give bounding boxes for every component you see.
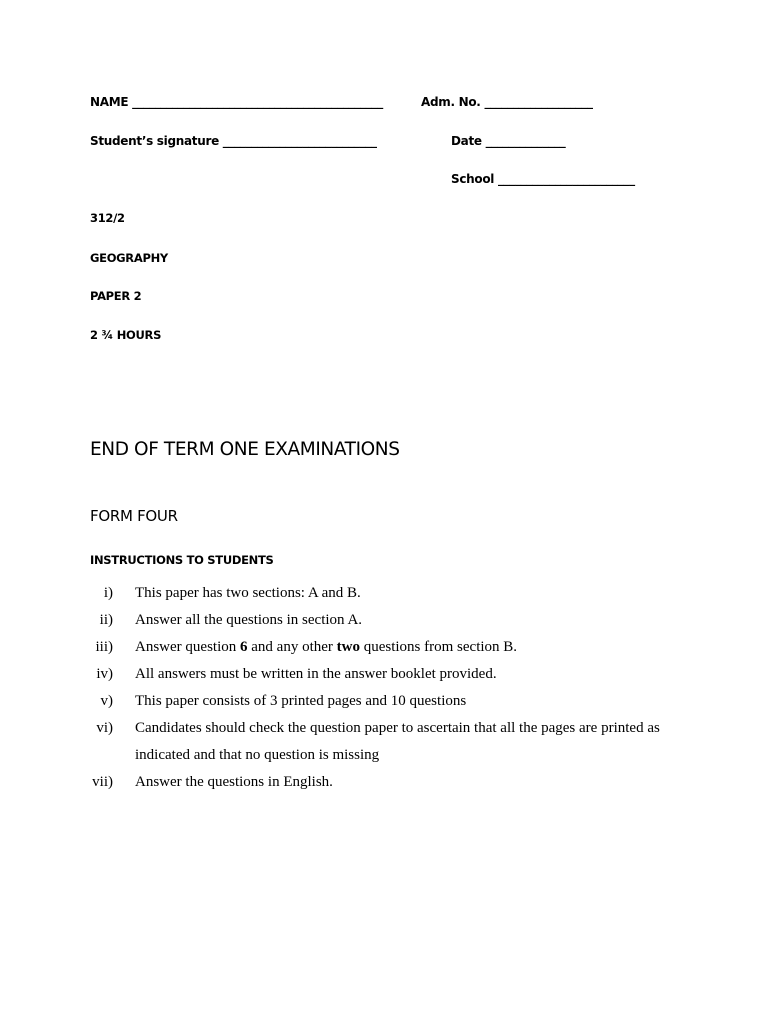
item-text: Answer the questions in English. [135, 774, 333, 790]
list-item [84, 634, 684, 661]
item-text: Candidates should check the question paper to ascertain that all the pages are printed as indicated and that no question is missing [135, 720, 660, 763]
list-item [84, 715, 684, 769]
exam-title: END OF TERM ONE EXAMINATIONS [90, 439, 400, 460]
item-text: This paper consists of 3 printed pages and 10 questions [135, 693, 467, 709]
item-text: All answers must be written in the answer booklet provided. [135, 666, 497, 682]
list-item [84, 769, 684, 796]
list-item [84, 607, 684, 634]
item-number: iii) [95, 639, 113, 655]
instructions-list [84, 580, 684, 796]
list-item [84, 661, 684, 688]
list-item [84, 688, 684, 715]
paper-subject: GEOGRAPHY [90, 251, 168, 265]
item-text [135, 634, 675, 661]
paper-code: 312/2 [90, 211, 125, 225]
item-text: This paper has two sections: A and B. [135, 585, 361, 601]
date-field: Date ______________ [451, 134, 566, 148]
item-text-part: questions from section B. [359, 639, 518, 655]
item-number: vii) [92, 774, 113, 790]
adm-no-field: Adm. No. ___________________ [421, 95, 593, 109]
paper-number: PAPER 2 [90, 289, 142, 303]
item-text-part: Answer question [135, 639, 240, 655]
question-number-emphasis: 6 [240, 639, 248, 655]
list-item [84, 580, 684, 607]
signature-field: Student’s signature ___________________________ [90, 134, 377, 148]
count-emphasis: two [336, 639, 360, 655]
item-number: i) [103, 585, 113, 601]
item-number: v) [100, 693, 113, 709]
item-number: ii) [99, 612, 113, 628]
item-number: vi) [96, 720, 113, 736]
instructions-heading: INSTRUCTIONS TO STUDENTS [90, 553, 274, 567]
paper-duration: 2 ¾ HOURS [90, 328, 162, 342]
school-field: School ________________________ [451, 172, 635, 186]
item-text: Answer all the questions in section A. [135, 612, 363, 628]
name-field: NAME ____________________________________________ [90, 95, 383, 109]
form-level: FORM FOUR [90, 507, 178, 525]
item-text-part: and any other [247, 639, 337, 655]
item-number: iv) [96, 666, 113, 682]
